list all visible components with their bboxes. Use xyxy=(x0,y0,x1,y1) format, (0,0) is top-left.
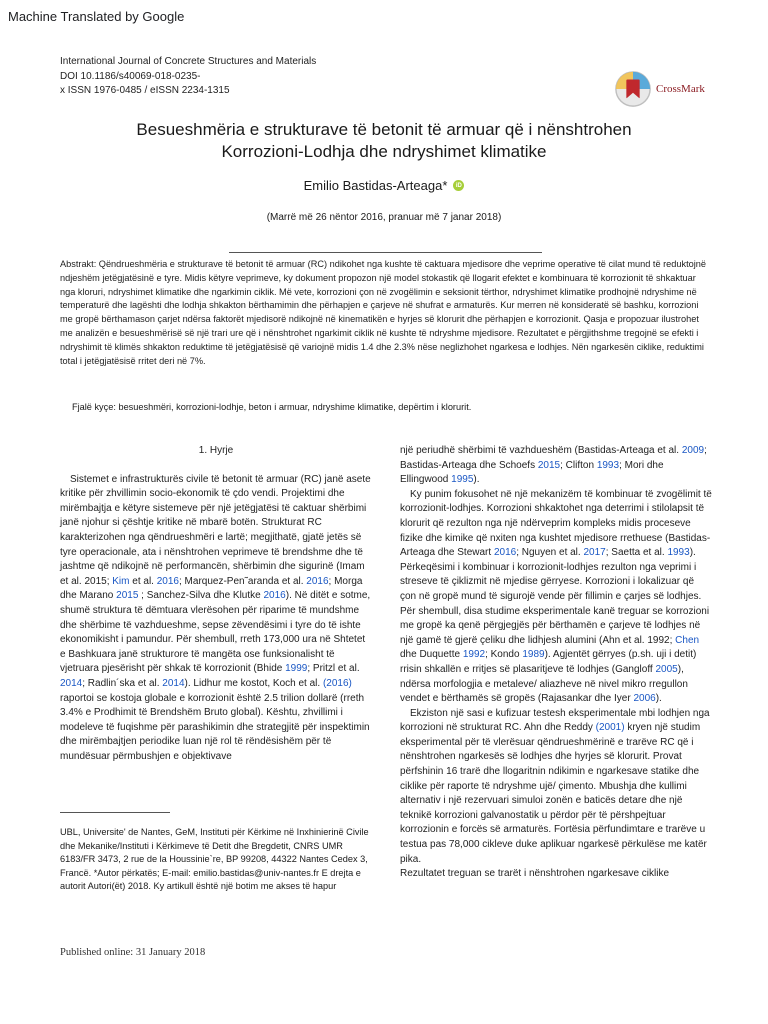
crossmark-label: CrossMark xyxy=(656,83,705,95)
text-run: ). xyxy=(655,693,662,705)
citation-link[interactable]: 2015 xyxy=(116,590,139,602)
title-line-2: Korrozioni-Lodhja dhe ndryshimet klimatike xyxy=(221,142,547,161)
abstract: Abstrakt: Qëndrueshmëria e strukturave të betonit të armuar (RC) ndikohet nga kushte të caktuara mjedisore dhe veprime operative të cilat mund të reduktojnë ndjeshëm jetëgjatësinë e tyre. Midis këtyre veprimeve, ky dokument propozon një model stokastik që llogarit efektet e kombinuara të korrozionit të shkaktuar nga kloruri, ndryshimet klimatike dhe ngarkimin ciklik. Më vete, korrozioni çon në zvogëlimin e seksionit tërthor, ndryshimet klimatike prodhojnë ndryshime në temperaturë dhe lagështi dhe lodhja shkakton bërthamimin dhe përhapjen e çarjeve në shufrat e armaturës. Kur merren në konsideratë së bashku, korrozioni me gropë bërthamason çarjet ndërsa faktorët mjedisorë ndikojnë në kinematikën e hyrjes së klorurit dhe përhapjen e korrozionit. Qasja e propozuar ilustrohet me analizën e besueshmërisë së një trari ure që i nënshtrohet ngarkimit ciklik në kushte të ndryshme mjedisore. Rezultatet e përgjithshme tregojnë se efekti i ndryshimit të klimës shkakton reduktime të jetëgjatësisë që variojnë midis 1.4 dhe 2.3% nëse neglizhohet ngarkesa e lodhjes. Nën ngarkesën ciklike, reduktimi total i jetëgjatësisë rritet deri në 7%. xyxy=(60,259,707,366)
paragraph xyxy=(400,707,712,868)
citation-link[interactable]: 2014 xyxy=(162,677,185,689)
text-run: ). Përkeqësimi i kombinuar i korrozionit-lodhjes rezulton nga veprimi i streseve të çiklizmit në mjedise gërryese. Korrozioni i lokalizuar që çon në gropë mund të sigurojë vende për fillimin e çarjes së lodhjes. Për shembull, disa studime eksperimentale kanë treguar se korrozioni me gropë ka qenë përgjegjës për bërthamën e çarjeve të lodhjes në një gamë të gjerë çeliku dhe lidhjesh alumini (Ahn et al. 1992; xyxy=(400,547,710,646)
section-heading-introduction: 1. Hyrje xyxy=(198,445,234,456)
left-column xyxy=(60,444,372,764)
footnote-divider xyxy=(60,812,170,813)
text-run: Ky punim fokusohet në një mekanizëm të kombinuar të zvogëlimit të korrozionit-lodhjes. Korrozioni shkaktohet nga deterrimi i stilolapsit të klorurit që rezulton nga një ndërveprim kompleks midis proceseve fizike dhe kimike që nxiten nga kushtet mjedisore rrethuese (Bastidas-Arteaga dhe Stewart xyxy=(400,488,712,559)
text-run: ; Bastidas-Arteaga dhe Schoefs xyxy=(400,445,707,471)
citation-link[interactable]: 2009 xyxy=(681,445,705,456)
text-run: ; Saetta et al. xyxy=(605,547,668,559)
citation-link[interactable]: 1999 xyxy=(285,663,308,675)
author-line xyxy=(0,178,768,193)
paragraph: Rezultatet treguan se trarët i nënshtrohen ngarkesave ciklike xyxy=(400,868,670,880)
machine-translated-banner: Machine Translated by Google xyxy=(8,8,185,24)
text-run: Sistemet e infrastrukturës civile të betonit të armuar (RC) janë asete kritike për zhvillimin socio-ekonomik të çdo vendi. Projektimi dhe mirëmbajtja e këtyre sistemeve për një jetëgjatësi të caktuar shërbimi janë njohur si çështje kritike në mbarë botën. Strukturat RC karakterizohen nga qëndrueshmëri e lartë; megjithatë, gjatë jetës së tyre operacionale, ata i nënshtrohen veprimeve të brendshme dhe të jashtme që ndikojnë në performancën, shërbimin dhe sigurinë (Imam et al. 2015; xyxy=(60,473,371,587)
crossmark-badge[interactable] xyxy=(614,70,705,108)
text-run: ). xyxy=(473,474,480,486)
author-name: Emilio Bastidas-Arteaga* xyxy=(303,178,448,193)
citation-link[interactable]: 2005 xyxy=(655,663,678,675)
journal-info xyxy=(60,55,316,99)
citation-link[interactable]: 2006 xyxy=(633,693,656,705)
citation-link[interactable]: 2016 xyxy=(156,575,179,587)
citation-link[interactable]: 1995 xyxy=(451,474,474,486)
text-run: ). Në ditët e sotme, shumë struktura të dëmtuara vlerësohen për riparime të mundshme dhe shërbime të vazhdueshme, sepse zëvendësimi i tyre do të ishte ekonomikisht i pamundur. Për shembull, rreth 173,000 ura në Shtetet e Bashkuara janë strukturore të mangëta ose funksionalisht të vjetruara pjesërisht për shkak të korrozionit (Bhide xyxy=(60,590,371,675)
text-run: ; Nguyen et al. xyxy=(516,547,584,559)
text-run: raportoi se kostoja globale e korrozionit është 2.5 trilion dollarë (rreth 3.4% e Prodhimit të Brendshëm Bruto global). Kështu, zhvillimi i modeleve të fuqishme për parashikimin dhe strategjitë për inspektimin dhe mirëmbajtjen periodike luan një rol të rëndësishëm për të mundësuar përmbushjen e objektivave xyxy=(60,692,370,762)
citation-link[interactable]: 1993 xyxy=(596,459,620,471)
text-run: ). Lidhur me kostot, Koch et al. xyxy=(184,677,323,689)
citation-link[interactable]: 2015 xyxy=(537,459,561,471)
crossmark-icon xyxy=(614,70,652,108)
paper-title xyxy=(40,119,728,163)
text-run: ; Pritzl et al. xyxy=(307,663,360,675)
published-date: Published online: 31 January 2018 xyxy=(60,947,206,958)
citation-link[interactable]: 2016 xyxy=(306,575,329,587)
received-dates: (Marrë më 26 nëntor 2016, pranuar më 7 janar 2018) xyxy=(266,212,502,223)
text-run: dhe Duquette xyxy=(400,649,463,661)
text-run: ; Radlin´ska et al. xyxy=(82,677,163,689)
text-run: ; Morga dhe Marano xyxy=(60,575,363,602)
text-run: një periudhë shërbimi të vazhdueshëm (Bastidas-Arteaga et al. xyxy=(400,445,682,456)
text-run: kryen një studim eksperimental për të vlerësuar qëndrueshmërinë e trarëve RC që i nënshtrohen ngarkesës së lodhjes dhe hyrjes së klorurit. Provat përfshinin 16 trarë dhe llogaritnin ndikimin e ngarkesave statike dhe ciklike për raporte të ndryshme ujë/ çimento. Mbushja dhe kullimi alternativ i një rezervuari simuloi zonën e baticës detare dhe një teknikë korrozioni galvanostatik u përdor për të përshpejtuar korrozionin e forcës së armaturës. Fortësia përfundimtare e trarëve u testua pas 78,000 cikleve duke aplikuar ngarkesë përkulëse me katër pika. xyxy=(400,722,707,865)
paragraph xyxy=(60,473,372,765)
abstract-divider xyxy=(229,252,542,253)
citation-link[interactable]: 1989 xyxy=(522,649,545,661)
keywords: Fjalë kyçe: besueshmëri, korrozioni-lodhje, beton i armuar, ndryshime klimatike, depërtim i klorurit. xyxy=(72,402,472,412)
text-run: ). Agjentët gërryes (p.sh. uji i detit) rrisin shkallën e rritjes së plasaritjeve të lodhjes (Gangloff xyxy=(400,649,697,675)
text-run: ; Kondo xyxy=(485,649,523,661)
text-run: ; Sanchez-Silva dhe Klutke xyxy=(138,590,264,602)
citation-link[interactable]: 2017 xyxy=(583,547,606,559)
citation-link[interactable]: 1992 xyxy=(462,649,486,661)
citation-link[interactable]: Chen xyxy=(675,634,700,646)
text-run: Ekziston një sasi e kufizuar testesh eksperimentale mbi lodhjen nga korrozioni në strukturat RC. Ahn dhe Reddy xyxy=(400,707,710,734)
orcid-icon[interactable]: iD xyxy=(453,180,464,191)
citation-link[interactable]: 2016 xyxy=(263,590,286,602)
citation-link[interactable]: Kim xyxy=(112,575,130,587)
affiliation-footnote: UBL, Universite' de Nantes, GeM, Instituti për Kërkime në Inxhinierinë Civile dhe Mekanike/Instituti i Kërkimeve të Detit dhe Bregdetit, CNRS UMR 6183/FR 3473, 2 rue de la Houssinie`re, BP 99208, 44322 Nantes Cedex 3, Francë. *Autor përkatës; E-mail: emilio.bastidas@univ-nantes.fr E drejta e autorit Autori(ët) 2018. Ky artikull është një botim me akses të hapur xyxy=(60,827,369,892)
text-run: ; Marquez-Pen˜aranda et al. xyxy=(179,575,307,587)
text-run: ), ndërsa morfologjia e metaleve/ aliazheve në nivel mikro rregullon vendet e bërthamës së gropës (Rajasankar dhe Iyer xyxy=(400,663,688,705)
citation-link[interactable]: (2016) xyxy=(322,677,352,689)
title-line-1: Besueshmëria e strukturave të betonit të armuar që i nënshtrohen xyxy=(136,120,632,139)
journal-issn: x ISSN 1976-0485 / eISSN 2234-1315 xyxy=(60,85,230,96)
text-run: et al. xyxy=(129,575,157,587)
paragraph xyxy=(400,444,712,488)
text-run: ; Clifton xyxy=(560,459,597,471)
citation-link[interactable]: (2001) xyxy=(595,722,625,734)
paragraph xyxy=(400,488,712,707)
text-run: ; Mori dhe Ellingwood xyxy=(400,459,664,486)
right-column xyxy=(400,444,712,882)
citation-link[interactable]: 1993 xyxy=(667,547,690,559)
journal-doi[interactable]: DOI 10.1186/s40069-018-0235- xyxy=(60,70,201,82)
journal-name: International Journal of Concrete Structures and Materials xyxy=(60,56,317,67)
citation-link[interactable]: 2014 xyxy=(60,677,83,689)
citation-link[interactable]: 2016 xyxy=(493,547,517,559)
